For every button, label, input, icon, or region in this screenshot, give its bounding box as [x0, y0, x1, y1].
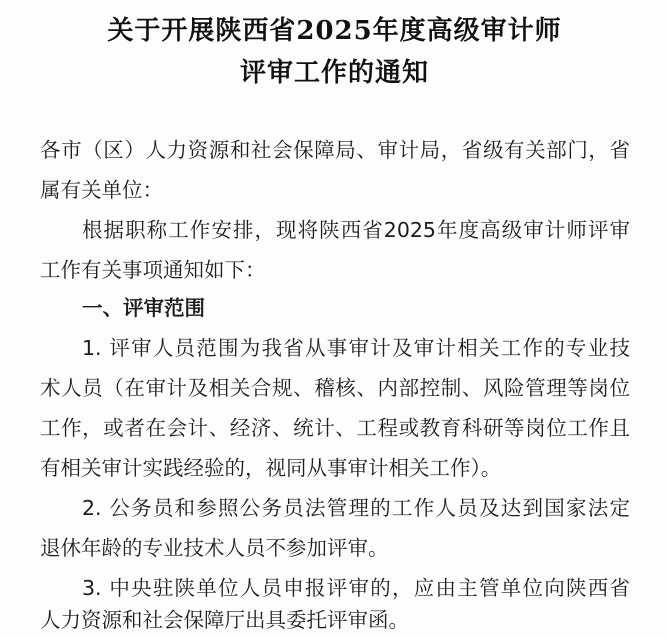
document-title-line-1: 关于开展陕西省2025年度高级审计师: [107, 16, 562, 46]
item3-line-2: 人力资源和社会保障厅出具委托评审函。: [40, 608, 409, 632]
item1-line-4: 有相关审计实践经验的，视同从事审计相关工作）。: [40, 456, 502, 480]
item1-line-2: 术人员（在审计及相关合规、稽核、内部控制、风险管理等岗位: [40, 376, 630, 400]
item1-line-1: 1. 评审人员范围为我省从事审计及审计相关工作的专业技: [82, 336, 630, 360]
item2-line-2: 退休年龄的专业技术人员不参加评审。: [40, 536, 389, 560]
item1-line-3: 工作，或者在会计、经济、统计、工程或教育科研等岗位工作且: [40, 416, 630, 440]
intro-line-2: 工作有关事项通知如下：: [40, 258, 266, 282]
salutation-line-1: 各市（区）人力资源和社会保障局、审计局，省级有关部门，省: [40, 138, 630, 162]
item3-line-1: 3. 中央驻陕单位人员申报评审的，应由主管单位向陕西省: [82, 576, 630, 600]
intro-line-1: 根据职称工作安排，现将陕西省2025年度高级审计师评审: [82, 218, 630, 242]
item2-line-1: 2. 公务员和参照公务员法管理的工作人员及达到国家法定: [82, 496, 630, 520]
document-title-line-2: 评审工作的通知: [239, 58, 429, 88]
salutation-line-2: 属有关单位：: [40, 178, 163, 202]
section-heading-review-scope: 一、评审范围: [82, 296, 205, 320]
